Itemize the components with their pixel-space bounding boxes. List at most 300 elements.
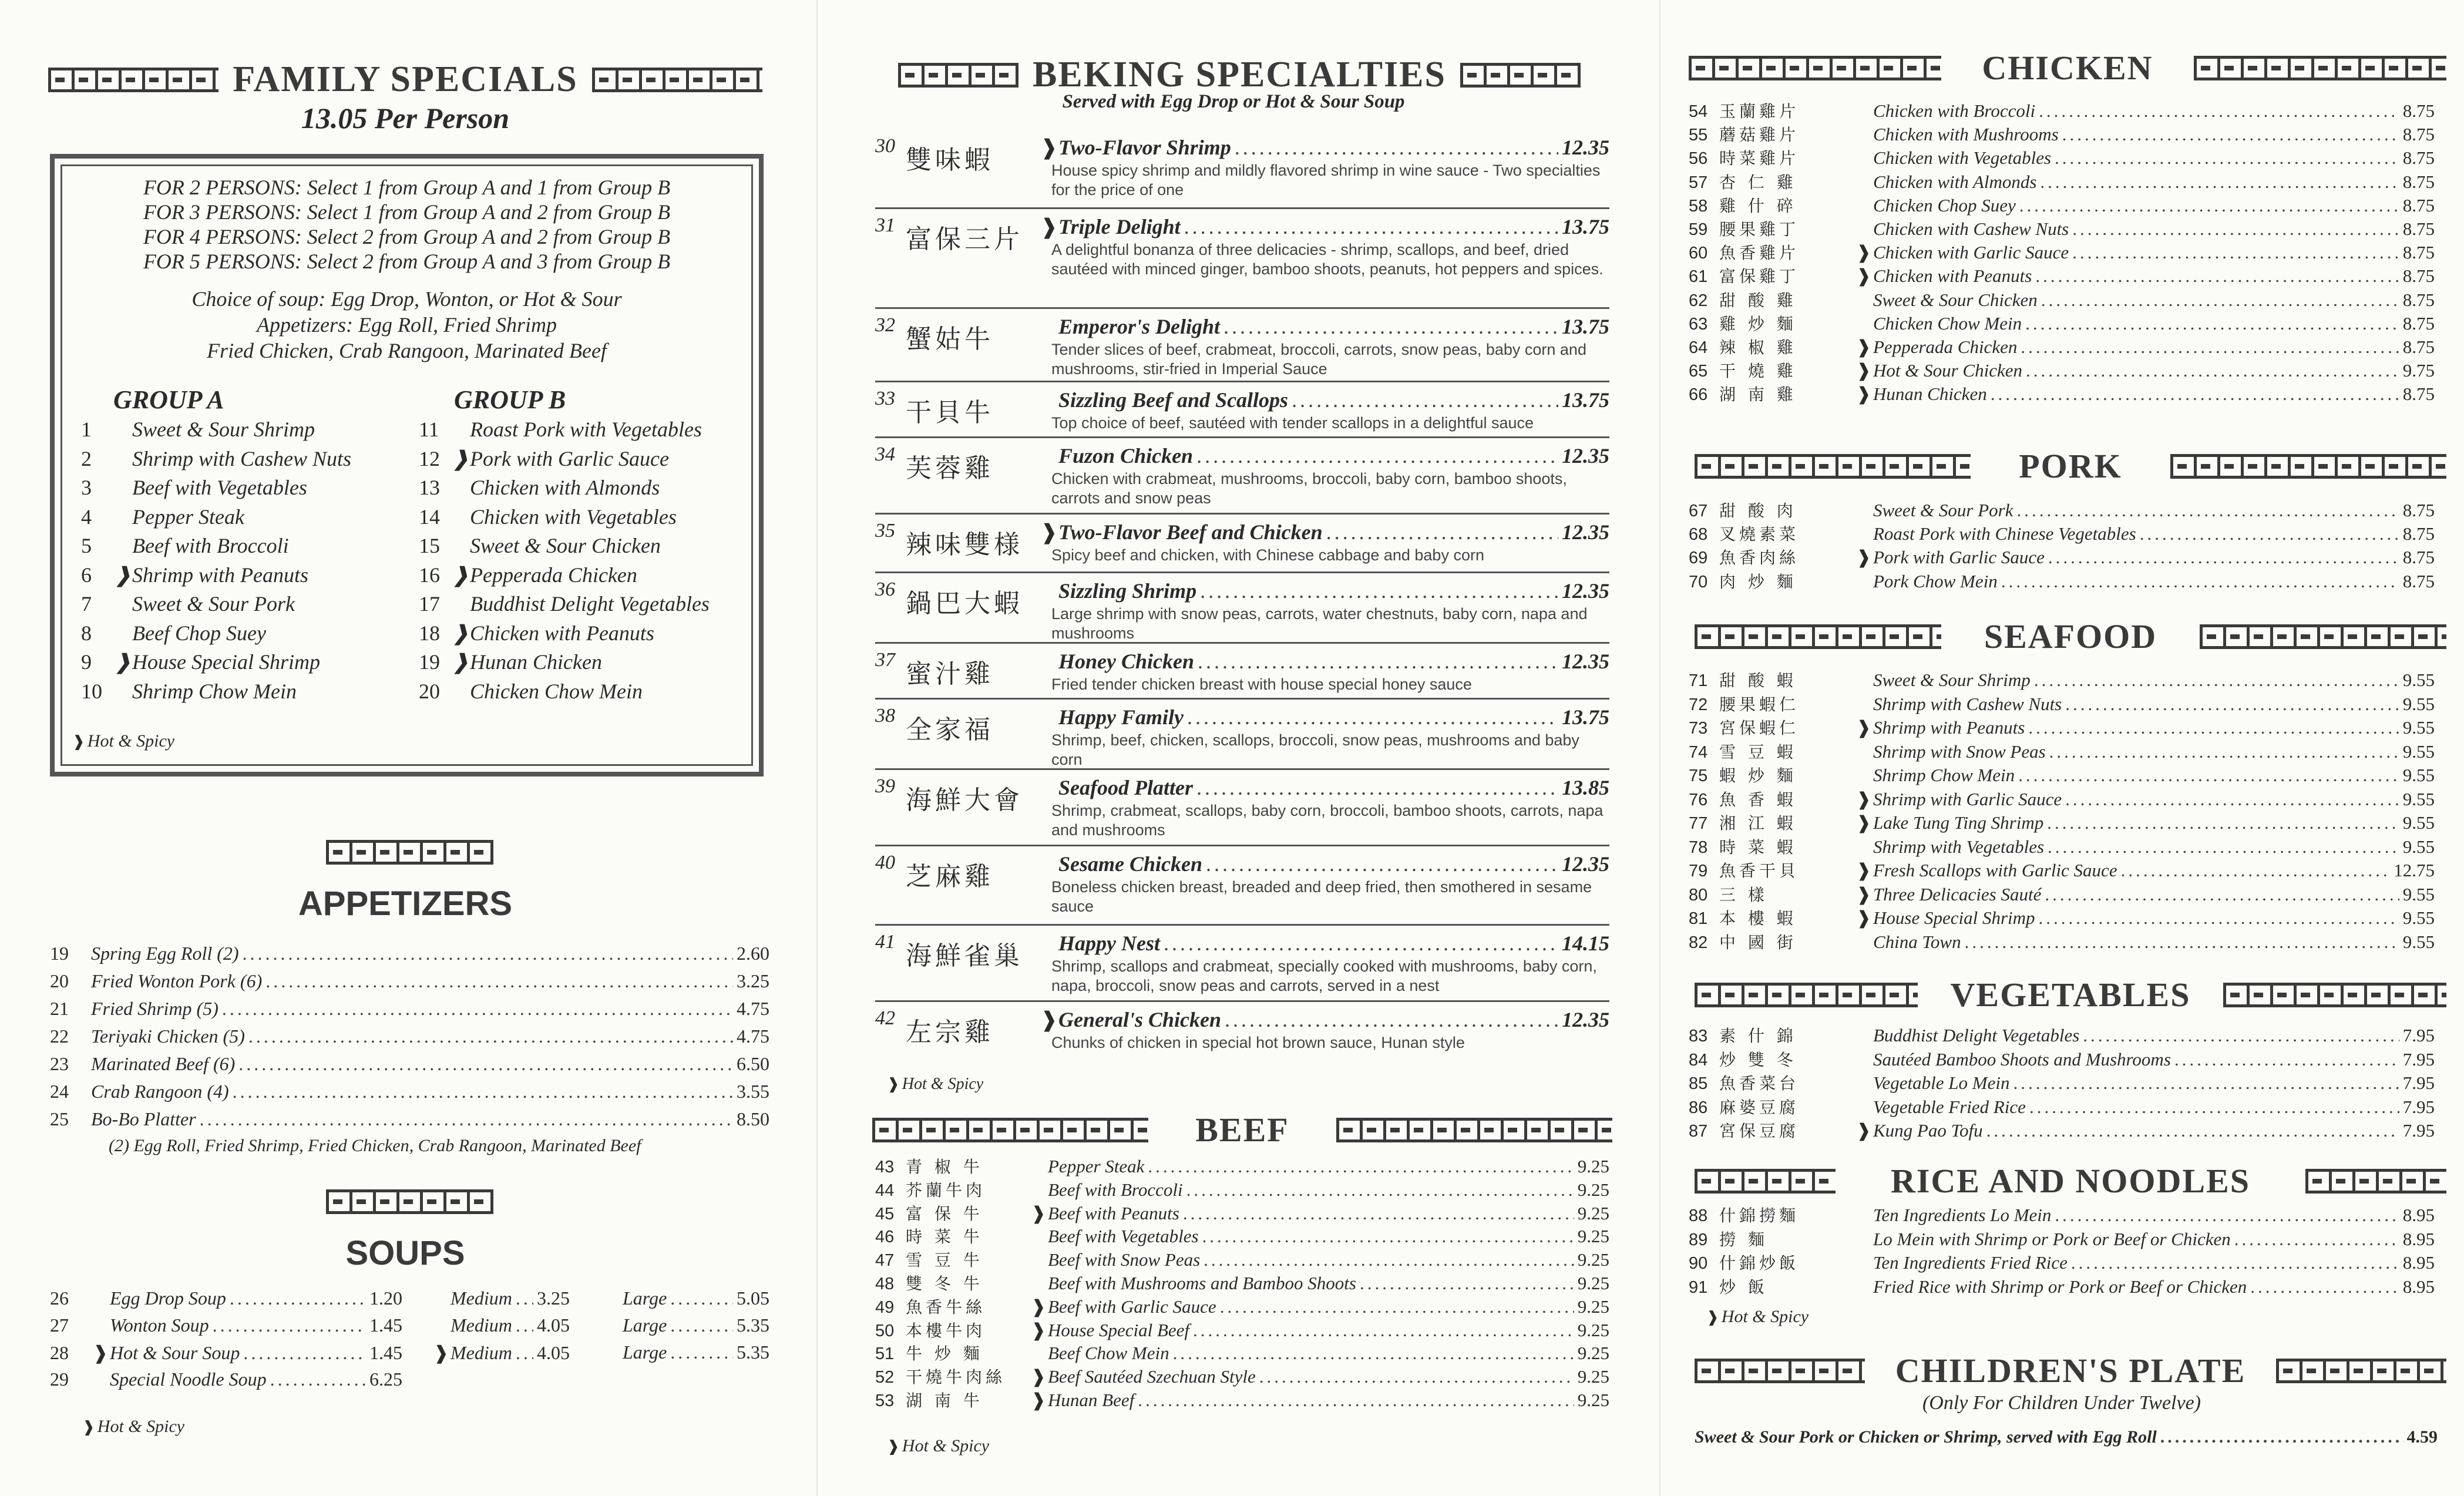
- item-number: 49: [875, 1297, 895, 1317]
- divider: [875, 307, 1609, 309]
- item-number: 18: [419, 621, 440, 645]
- chinese-name: 蘑菇雞片: [1719, 125, 1800, 145]
- item-price: 8.75: [2402, 100, 2435, 121]
- childrens-plate-header: [1695, 1351, 2446, 1390]
- item-price: 8.75: [2402, 289, 2435, 310]
- item-number: 59: [1689, 220, 1708, 239]
- chinese-name: 麻婆豆腐: [1719, 1097, 1800, 1117]
- soup-item: [50, 1315, 402, 1336]
- group-a-item: [81, 621, 266, 646]
- fold-line: [1659, 0, 1660, 1496]
- item-name: Beef with Snow Peas: [1048, 1249, 1201, 1270]
- item-number: 85: [1689, 1074, 1708, 1093]
- small-price: 6.25: [369, 1369, 402, 1390]
- item-number: 51: [875, 1344, 895, 1364]
- chinese-name: 芝麻雞: [906, 862, 994, 892]
- item-number: 62: [1689, 291, 1708, 310]
- leader-dots: [270, 1369, 366, 1390]
- item-name: Wonton Soup: [110, 1315, 209, 1336]
- item-number: 36: [875, 579, 895, 600]
- chinese-name: 全家福: [906, 715, 994, 745]
- item-price: 9.25: [1577, 1366, 1609, 1387]
- specialty-line: [1040, 388, 1609, 412]
- chicken-item: [1689, 170, 2435, 193]
- leader-dots: [1223, 314, 1558, 339]
- item-price: 9.55: [2402, 931, 2435, 952]
- vegetables-title: VEGETABLES: [1950, 976, 2191, 1014]
- pork-item: [1689, 522, 2435, 545]
- leader-dots: [2234, 1229, 2399, 1250]
- item-number: 40: [875, 852, 895, 873]
- appetizer-item: [50, 998, 769, 1020]
- leader-dots: [230, 1287, 366, 1309]
- item-name: Pepper Steak: [132, 505, 244, 529]
- chinese-name: 魚香牛絲: [906, 1297, 986, 1317]
- item-price: 12.75: [2394, 860, 2435, 880]
- leader-dots: [516, 1287, 533, 1309]
- chinese-name: 炒 雙 冬: [1719, 1050, 1797, 1070]
- leader-dots: [2018, 765, 2399, 786]
- item-name: Pepperada Chicken: [1873, 337, 2018, 357]
- item-price: 8.95: [2402, 1228, 2435, 1249]
- group-b-item: [419, 650, 602, 674]
- seafood-title: SEAFOOD: [1984, 617, 2157, 655]
- item-number: 58: [1689, 196, 1708, 216]
- leader-dots: [1206, 852, 1558, 876]
- pepper-icon: ❱: [1706, 1309, 1719, 1326]
- leader-dots: [238, 1053, 733, 1075]
- leader-dots: [233, 1081, 733, 1102]
- leader-dots: [2025, 313, 2399, 334]
- item-name: Shrimp with Peanuts: [132, 563, 309, 587]
- item-name: Emperor's Delight: [1058, 315, 1221, 338]
- item-name: Roast Pork with Chinese Vegetables: [1873, 523, 2136, 544]
- family-specials-price: 13.05 Per Person: [301, 102, 510, 135]
- item-number: 26: [50, 1287, 69, 1309]
- leader-dots: [2174, 1049, 2399, 1070]
- item-number: 79: [1689, 862, 1708, 880]
- leader-dots: [1193, 1320, 1574, 1341]
- soups-ornament: [326, 1189, 493, 1214]
- item-price: 8.75: [2402, 570, 2435, 591]
- greek-key-ornament: [326, 1189, 493, 1214]
- leader-dots: [2035, 265, 2399, 287]
- leader-dots: [2045, 884, 2399, 905]
- item-price: 2.60: [737, 943, 769, 964]
- item-price: 8.75: [2402, 265, 2435, 287]
- group-a-item: [81, 475, 307, 500]
- leader-dots: [2040, 172, 2399, 193]
- greek-key-ornament: [872, 1118, 1148, 1142]
- item-name: Egg Drop Soup: [110, 1287, 226, 1309]
- item-name: Kung Pao Tofu: [1873, 1120, 1983, 1141]
- divider: [875, 207, 1609, 209]
- divider: [875, 436, 1609, 438]
- item-name: Fried Shrimp (5): [91, 998, 219, 1019]
- item-name: Hunan Chicken: [1873, 384, 1987, 405]
- leader-dots: [2021, 337, 2399, 358]
- item-number: 5: [81, 534, 92, 557]
- item-number: 6: [81, 563, 92, 587]
- beef-item: [875, 1224, 1609, 1248]
- item-price: 8.75: [2402, 337, 2435, 357]
- item-number: 78: [1689, 838, 1708, 857]
- rice-noodles-header: [1695, 1161, 2446, 1201]
- item-name: Pork with Garlic Sauce: [1873, 547, 2045, 568]
- pepper-icon: ❱: [1856, 788, 1871, 809]
- greek-key-ornament: [2305, 1169, 2446, 1194]
- divider: [875, 571, 1609, 573]
- item-number: 27: [50, 1315, 69, 1336]
- item-number: 3: [81, 476, 92, 499]
- hot-spicy-legend: ❱ Hot & Spicy: [887, 1436, 990, 1455]
- chinese-name: 蟹姑牛: [906, 324, 994, 354]
- item-name: Beef Sautéed Szechuan Style: [1048, 1366, 1256, 1387]
- beef-item: [875, 1388, 1609, 1411]
- chicken-item: [1689, 240, 2435, 264]
- seafood-item: [1689, 906, 2435, 929]
- greek-key-ornament: [898, 63, 1018, 88]
- chinese-name: 雪 豆 牛: [906, 1250, 983, 1270]
- leader-dots: [2039, 100, 2399, 122]
- item-price: 4.75: [737, 998, 769, 1019]
- item-number: 57: [1689, 173, 1708, 192]
- chinese-name: 富保雞丁: [1719, 267, 1800, 287]
- vegetables-item: [1689, 1095, 2435, 1118]
- item-number: 76: [1689, 790, 1708, 809]
- item-number: 86: [1689, 1098, 1708, 1117]
- item-number: 53: [875, 1391, 895, 1410]
- item-price: 8.75: [2402, 384, 2435, 405]
- seafood-item: [1689, 739, 2435, 763]
- item-price: 9.75: [2402, 360, 2435, 381]
- item-price: 9.25: [1577, 1249, 1609, 1270]
- item-name: Pork with Garlic Sauce: [470, 446, 669, 470]
- item-price: 8.75: [2402, 242, 2435, 263]
- beef-header: [872, 1110, 1612, 1149]
- chinese-name: 雞 炒 麵: [1719, 314, 1797, 334]
- pork-item: [1689, 498, 2435, 522]
- chinese-name: 蝦 炒 麵: [1719, 766, 1797, 785]
- pork-title: PORK: [2019, 447, 2122, 485]
- chinese-name: 海鮮大會: [906, 785, 1023, 815]
- beef-title: BEEF: [1195, 1111, 1289, 1149]
- chinese-name: 甜 酸 雞: [1719, 290, 1797, 310]
- item-number: 13: [419, 476, 440, 499]
- seafood-item: [1689, 811, 2435, 834]
- rice-item: [1689, 1203, 2435, 1226]
- item-number: 9: [81, 650, 92, 674]
- specialty-line: [1040, 135, 1609, 160]
- beking-subtitle: Served with Egg Drop or Hot & Sour Soup: [1062, 91, 1405, 112]
- chinese-name: 宮保蝦仁: [1719, 718, 1800, 738]
- vegetables-header: [1695, 975, 2446, 1014]
- greek-key-ornament: [1695, 1359, 1865, 1383]
- soup-item: [50, 1342, 402, 1364]
- item-number: 8: [81, 621, 92, 645]
- item-number: 23: [50, 1053, 69, 1074]
- item-name: Chicken with Broccoli: [1873, 100, 2036, 121]
- chinese-name: 素 什 錦: [1719, 1026, 1797, 1045]
- pepper-icon: ❱: [1031, 1366, 1046, 1387]
- item-name: Fried Rice with Shrimp or Pork or Beef or Chicken: [1873, 1276, 2247, 1297]
- specialty-line: [1040, 649, 1609, 674]
- chinese-name: 什錦炒飯: [1719, 1253, 1800, 1273]
- group-a-item: [81, 679, 297, 704]
- chinese-name: 什錦撈麵: [1719, 1206, 1800, 1225]
- item-number: 81: [1689, 909, 1708, 928]
- item-name: Sweet & Sour Chicken: [1873, 289, 2038, 310]
- size-label: Large: [623, 1287, 667, 1309]
- item-number: 2: [81, 446, 92, 470]
- item-name: Chicken with Garlic Sauce: [1873, 242, 2069, 263]
- pepper-icon: ❱: [451, 563, 470, 587]
- chicken-item: [1689, 217, 2435, 240]
- leader-dots: [2072, 242, 2399, 263]
- seafood-item: [1689, 668, 2435, 691]
- item-number: 35: [875, 520, 895, 542]
- chinese-name: 左宗雞: [906, 1017, 994, 1047]
- item-name: Happy Family: [1058, 705, 1184, 729]
- seafood-item: [1689, 858, 2435, 882]
- appetizer-item: [50, 970, 769, 992]
- item-name: Sweet & Sour Pork: [1873, 500, 2013, 520]
- item-name: Chicken with Peanuts: [1873, 265, 2032, 287]
- group-b-item: [419, 446, 669, 471]
- leader-dots: [1259, 1366, 1574, 1387]
- item-price: 9.55: [2402, 812, 2435, 833]
- soup-large: [623, 1342, 769, 1363]
- item-name: Beef with Vegetables: [132, 476, 307, 499]
- item-number: 15: [419, 534, 440, 557]
- item-name: Sautéed Bamboo Shoots and Mushrooms: [1873, 1048, 2171, 1070]
- item-price: 9.25: [1577, 1273, 1609, 1293]
- pepper-icon: ❱: [1031, 1202, 1046, 1223]
- pepper-icon: ❱: [1856, 547, 1871, 568]
- chinese-name: 富保三片: [906, 224, 1023, 254]
- leader-dots: [200, 1108, 733, 1130]
- item-price: 9.55: [2402, 765, 2435, 785]
- leader-dots: [2039, 907, 2399, 929]
- item-name: Shrimp with Vegetables: [1873, 836, 2045, 857]
- beef-item: [875, 1248, 1609, 1271]
- medium-price: 4.05: [537, 1315, 570, 1336]
- item-number: 64: [1689, 338, 1708, 357]
- item-number: 34: [875, 443, 895, 465]
- appetizer-item: [50, 1053, 769, 1075]
- item-price: 7.95: [2402, 1048, 2435, 1070]
- chinese-name: 時 菜 牛: [906, 1227, 983, 1247]
- chinese-name: 腰果雞丁: [1719, 220, 1800, 239]
- item-number: 28: [50, 1342, 69, 1363]
- item-price: 8.95: [2402, 1252, 2435, 1273]
- item-name: Beef with Broccoli: [132, 534, 289, 557]
- leader-dots: [2140, 523, 2399, 544]
- item-name: Chicken with Vegetables: [470, 505, 677, 529]
- chinese-name: 杏 仁 雞: [1719, 172, 1797, 192]
- greek-key-ornament: [1695, 1169, 1836, 1194]
- chinese-name: 魚 香 蝦: [1719, 789, 1797, 809]
- appetizer-choice: Appetizers: Egg Roll, Fried Shrimp: [257, 313, 557, 337]
- item-name: Spring Egg Roll (2): [91, 943, 239, 964]
- pepper-icon: ❱: [451, 446, 470, 470]
- item-price: 12.35: [1562, 579, 1609, 603]
- item-number: 10: [81, 679, 102, 703]
- item-number: 69: [1689, 549, 1708, 568]
- pepper-icon: ❱: [1040, 1008, 1058, 1031]
- item-number: 17: [419, 592, 440, 616]
- chinese-name: 干貝牛: [906, 398, 994, 428]
- item-number: 44: [875, 1181, 895, 1200]
- family-rule: FOR 2 PERSONS: Select 1 from Group A and 1 from Group B: [143, 176, 671, 199]
- greek-key-ornament: [2223, 983, 2446, 1007]
- item-number: 88: [1689, 1206, 1708, 1225]
- greek-key-ornament: [1336, 1118, 1612, 1142]
- item-name: Teriyaki Chicken (5): [91, 1026, 245, 1047]
- item-number: 20: [50, 970, 69, 991]
- divider: [875, 924, 1609, 926]
- item-name: Three Delicacies Sauté: [1873, 883, 2042, 905]
- beef-item: [875, 1154, 1609, 1178]
- item-name: Shrimp Chow Mein: [132, 679, 297, 703]
- item-name: Honey Chicken: [1058, 650, 1194, 673]
- item-description: Shrimp, crabmeat, scallops, baby corn, broccoli, bamboo shoots, carrots, napa and mushrooms: [1051, 802, 1604, 839]
- item-number: 63: [1689, 314, 1708, 334]
- chinese-name: 魚香干貝: [1719, 861, 1800, 880]
- item-number: 71: [1689, 671, 1708, 690]
- item-price: 12.35: [1562, 1008, 1609, 1031]
- item-price: 14.15: [1562, 932, 1609, 955]
- greek-key-ornament: [2200, 624, 2446, 649]
- item-price: 9.55: [2402, 741, 2435, 762]
- leader-dots: [1198, 649, 1558, 674]
- item-price: 9.25: [1577, 1390, 1609, 1410]
- beef-item: [875, 1318, 1609, 1342]
- medium-price: 4.05: [537, 1342, 570, 1363]
- item-price: 9.55: [2402, 788, 2435, 809]
- greek-key-ornament: [592, 68, 762, 92]
- leader-dots: [1200, 579, 1558, 603]
- pepper-icon: ❱: [1856, 883, 1871, 905]
- item-name: Shrimp with Cashew Nuts: [132, 446, 352, 470]
- medium-price: 3.25: [537, 1287, 570, 1309]
- seafood-item: [1689, 787, 2435, 811]
- chicken-item: [1689, 146, 2435, 169]
- item-price: 7.95: [2402, 1120, 2435, 1141]
- item-price: 3.55: [737, 1081, 769, 1102]
- appetizer-item: [50, 1026, 769, 1047]
- rice-item: [1689, 1227, 2435, 1250]
- item-name: General's Chicken: [1058, 1008, 1222, 1031]
- group-a-title: GROUP A: [113, 385, 224, 414]
- chinese-name: 魚香雞片: [1719, 243, 1800, 263]
- item-name: Beef Chop Suey: [132, 621, 266, 645]
- chicken-item: [1689, 311, 2435, 335]
- item-price: 9.25: [1577, 1343, 1609, 1364]
- item-price: 7.95: [2402, 1073, 2435, 1093]
- group-b-item: [419, 563, 637, 587]
- chinese-name: 芙蓉雞: [906, 453, 994, 483]
- item-name: Chicken Chow Mein: [1873, 312, 2022, 334]
- leader-dots: [2029, 1097, 2399, 1118]
- item-number: 33: [875, 388, 895, 409]
- specialty-line: [1040, 214, 1609, 239]
- item-name: Shrimp Chow Mein: [1873, 765, 2015, 785]
- item-name: House Special Beef: [1048, 1319, 1190, 1340]
- item-name: Beef Chow Mein: [1048, 1343, 1169, 1364]
- size-label: Medium: [451, 1315, 512, 1336]
- item-name: Happy Nest: [1058, 932, 1160, 955]
- pepper-icon: ❱: [451, 650, 470, 674]
- chinese-name: 鍋巴大蝦: [906, 589, 1023, 618]
- item-number: 20: [419, 679, 440, 703]
- item-number: 61: [1689, 267, 1708, 287]
- leader-dots: [670, 1342, 733, 1363]
- divider: [875, 698, 1609, 700]
- item-name: China Town: [1873, 931, 1961, 952]
- group-b-item: [419, 475, 660, 500]
- item-name: Beef with Broccoli: [1048, 1179, 1183, 1200]
- divider: [875, 642, 1609, 644]
- item-name: House Special Shrimp: [132, 650, 320, 674]
- vegetables-item: [1689, 1047, 2435, 1071]
- appetizer-item: [50, 943, 769, 964]
- chinese-name: 中 國 街: [1719, 932, 1797, 952]
- pepper-icon: ❱: [1856, 860, 1871, 880]
- pepper-icon: ❱: [92, 1342, 109, 1363]
- item-price: 8.50: [737, 1108, 769, 1129]
- leader-dots: [1220, 1296, 1574, 1317]
- beking-header: [869, 54, 1609, 96]
- item-price: 9.55: [2402, 883, 2435, 905]
- item-number: 21: [50, 998, 69, 1019]
- childrens-plate-item: [1695, 1427, 2438, 1447]
- leader-dots: [2034, 670, 2399, 691]
- chinese-name: 魚香菜台: [1719, 1074, 1800, 1093]
- bo-bo-platter-note: (2) Egg Roll, Fried Shrimp, Fried Chicken, Crab Rangoon, Marinated Beef: [109, 1136, 641, 1155]
- group-a-item: [81, 591, 295, 616]
- item-name: Ten Ingredients Fried Rice: [1873, 1252, 2068, 1273]
- item-name: Lo Mein with Shrimp or Pork or Beef or Chicken: [1873, 1228, 2231, 1249]
- item-number: 77: [1689, 814, 1708, 833]
- item-number: 91: [1689, 1278, 1708, 1297]
- chicken-item: [1689, 358, 2435, 382]
- hot-spicy-legend: ❱ Hot & Spicy: [887, 1075, 984, 1093]
- item-name: Fried Wonton Pork (6): [91, 970, 263, 991]
- leader-dots: [1164, 931, 1558, 956]
- chinese-name: 玉蘭雞片: [1719, 102, 1800, 121]
- item-name: Shrimp with Garlic Sauce: [1873, 788, 2062, 809]
- item-name: Two-Flavor Beef and Chicken: [1058, 520, 1323, 544]
- leader-dots: [2049, 741, 2399, 762]
- item-number: 39: [875, 775, 895, 797]
- item-name: Chicken with Almonds: [1873, 171, 2037, 192]
- family-rule: FOR 3 PERSONS: Select 1 from Group A and 2 from Group B: [143, 200, 671, 224]
- item-number: 4: [81, 505, 92, 529]
- item-name: Sesame Chicken: [1058, 852, 1203, 876]
- specialty-line: [1040, 520, 1609, 544]
- chicken-item: [1689, 99, 2435, 122]
- item-name: Chicken with Almonds: [470, 476, 660, 499]
- chicken-header: [1689, 48, 2446, 88]
- family-specials-title: FAMILY SPECIALS: [233, 59, 578, 99]
- leader-dots: [1235, 135, 1558, 160]
- chinese-name: 辣 椒 雞: [1719, 338, 1797, 357]
- divider: [875, 1000, 1609, 1002]
- greek-key-ornament: [1460, 63, 1581, 88]
- leader-dots: [1991, 384, 2399, 405]
- item-name: Shrimp with Peanuts: [1873, 717, 2025, 738]
